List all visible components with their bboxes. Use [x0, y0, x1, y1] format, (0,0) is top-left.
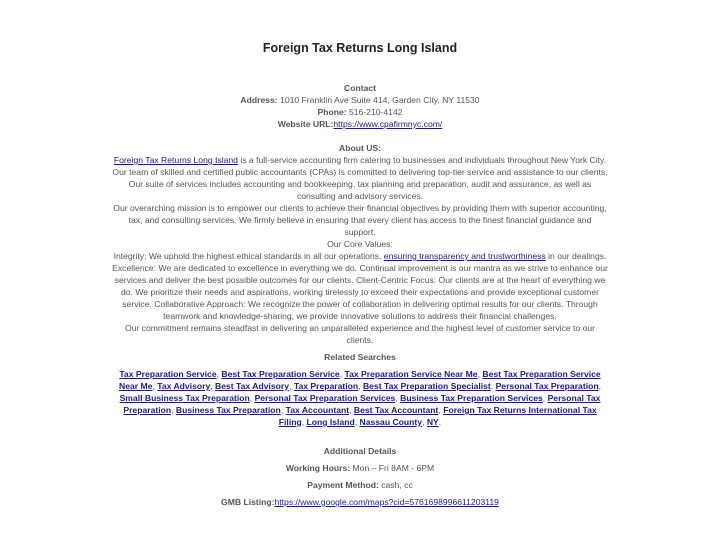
separator: ,	[395, 393, 401, 403]
related-search-link[interactable]: Nassau County	[359, 417, 423, 427]
separator: ,	[249, 393, 255, 403]
separator: ,	[210, 381, 216, 391]
related-search-link[interactable]: Business Tax Preparation Services	[400, 393, 543, 403]
address-value: 1010 Franklin Ave Suite 414, Garden City, NY 11530	[280, 95, 480, 105]
separator: ,	[490, 381, 496, 391]
related-search-link[interactable]: Personal Tax Preparation	[495, 381, 599, 391]
separator: ,	[358, 381, 363, 391]
related-search-link[interactable]: Tax Preparation Service Near Me	[344, 369, 478, 379]
about-intro-text: is a full-service accounting firm catering to businesses and individuals throughout New York City. Our team of skilled and certified public accountants (CPAs) is committed to delivering top-tier service and assistance to our clients.	[112, 155, 608, 177]
related-search-link[interactable]: Best Tax Advisory	[215, 381, 290, 391]
core-values-text	[112, 250, 608, 322]
related-search-link[interactable]: Tax Advisory	[157, 381, 211, 391]
related-search-link[interactable]: Best Tax Accountant	[353, 405, 439, 415]
related-search-link[interactable]: Best Tax Preparation Service	[221, 369, 340, 379]
related-searches-heading: Related Searches	[324, 352, 396, 362]
related-search-link[interactable]: Best Tax Preparation Service Near Me	[119, 369, 601, 391]
separator: ,	[171, 405, 176, 415]
additional-details-heading: Additional Details	[323, 446, 397, 456]
transparency-link[interactable]: ensuring transparency and trustworthiness	[383, 251, 546, 261]
document-body	[112, 82, 608, 508]
gmb-listing-label: GMB Listing:	[221, 497, 275, 507]
related-search-link[interactable]: Tax Preparation Service	[119, 369, 217, 379]
related-search-link[interactable]: NY	[426, 417, 439, 427]
phone-line	[112, 106, 608, 118]
about-intro	[112, 154, 608, 178]
related-search-link[interactable]: Tax Accountant	[285, 405, 350, 415]
payment-method-line	[112, 479, 608, 491]
separator: ,	[280, 405, 286, 415]
about-company-link[interactable]: Foreign Tax Returns Long Island	[113, 155, 238, 165]
phone-label: Phone:	[317, 107, 347, 117]
website-line	[112, 118, 608, 130]
payment-method-label: Payment Method:	[307, 480, 379, 490]
core-values-pre: Integrity: We uphold the highest ethical standards in all our operations,	[113, 251, 384, 261]
related-search-link[interactable]: Best Tax Preparation Specialist	[362, 381, 491, 391]
separator: ,	[152, 381, 158, 391]
separator: ,	[289, 381, 294, 391]
about-mission: Our overarching mission is to empower our clients to achieve their financial objectives by providing them with superior accounting, tax, and consulting services. We firmly believe in ensuring that every client has access to the finest financial guidance and support.	[113, 203, 607, 237]
phone-value: 516-210-4142	[348, 107, 403, 117]
related-search-link[interactable]: Tax Preparation	[293, 381, 359, 391]
related-search-link[interactable]: Long Island	[306, 417, 355, 427]
separator: ,	[354, 417, 360, 427]
gmb-listing-link[interactable]: https://www.google.com/maps?cid=5761698996611203119	[274, 497, 499, 507]
website-label: Website URL:	[277, 119, 334, 129]
about-commitment: Our commitment remains steadfast in delivering an unparalleled experience and the highest level of customer service to our clients.	[124, 323, 596, 345]
related-search-link[interactable]: Foreign Tax Returns International Tax Filing	[278, 405, 597, 427]
related-search-link[interactable]: Small Business Tax Preparation	[119, 393, 250, 403]
separator: ,	[216, 369, 222, 379]
core-values-post: in our dealings. Excellence: We are dedicated to excellence in everything we do. Continual improvement is our mantra as we strive to enhance our services and deliver the best possible outcomes for our clients. Client-Centric Focus: Our clients are at the heart of everything we do. We prioritize their needs and aspirations, working tirelessly to exceed their expectations and provide exceptional customer service. Collaborative Approach: We recognize the power of collaboration in delivering optimal results for our clients. Through teamwork and knowledge-sharing, we provide innovative solutions to address their financial challenges.	[112, 251, 608, 321]
separator: ,	[438, 405, 444, 415]
working-hours-label: Working Hours:	[285, 463, 351, 473]
separator: .	[438, 417, 442, 427]
page-title: Foreign Tax Returns Long Island	[262, 41, 458, 55]
separator: ,	[542, 393, 548, 403]
related-search-link[interactable]: Personal Tax Preparation	[123, 393, 601, 415]
separator: ,	[349, 405, 354, 415]
related-searches-list	[112, 368, 608, 428]
contact-heading: Contact	[344, 83, 376, 93]
working-hours-line	[112, 462, 608, 474]
spacer	[112, 428, 608, 440]
spacer	[112, 130, 608, 142]
working-hours-value: Mon – Fri 8AM - 6PM	[352, 463, 435, 473]
about-services: Our suite of services includes accounting and bookkeeping, tax planning and preparation, audit and assurance, as well as consulting and advisory services.	[128, 179, 592, 201]
related-search-link[interactable]: Personal Tax Preparation Services	[254, 393, 396, 403]
about-heading: About US:	[338, 143, 381, 153]
gmb-listing-line	[112, 496, 608, 508]
separator: ,	[422, 417, 427, 427]
separator: ,	[301, 417, 307, 427]
separator: ,	[339, 369, 345, 379]
website-link[interactable]: https://www.cpafirmnyc.com/	[333, 119, 443, 129]
address-line	[112, 94, 608, 106]
separator: ,	[477, 369, 483, 379]
core-values-heading: Our Core Values:	[327, 239, 393, 249]
related-search-link[interactable]: Business Tax Preparation	[175, 405, 281, 415]
payment-method-value: cash, cc	[381, 480, 413, 490]
separator: ,	[598, 381, 601, 391]
address-label: Address:	[240, 95, 278, 105]
